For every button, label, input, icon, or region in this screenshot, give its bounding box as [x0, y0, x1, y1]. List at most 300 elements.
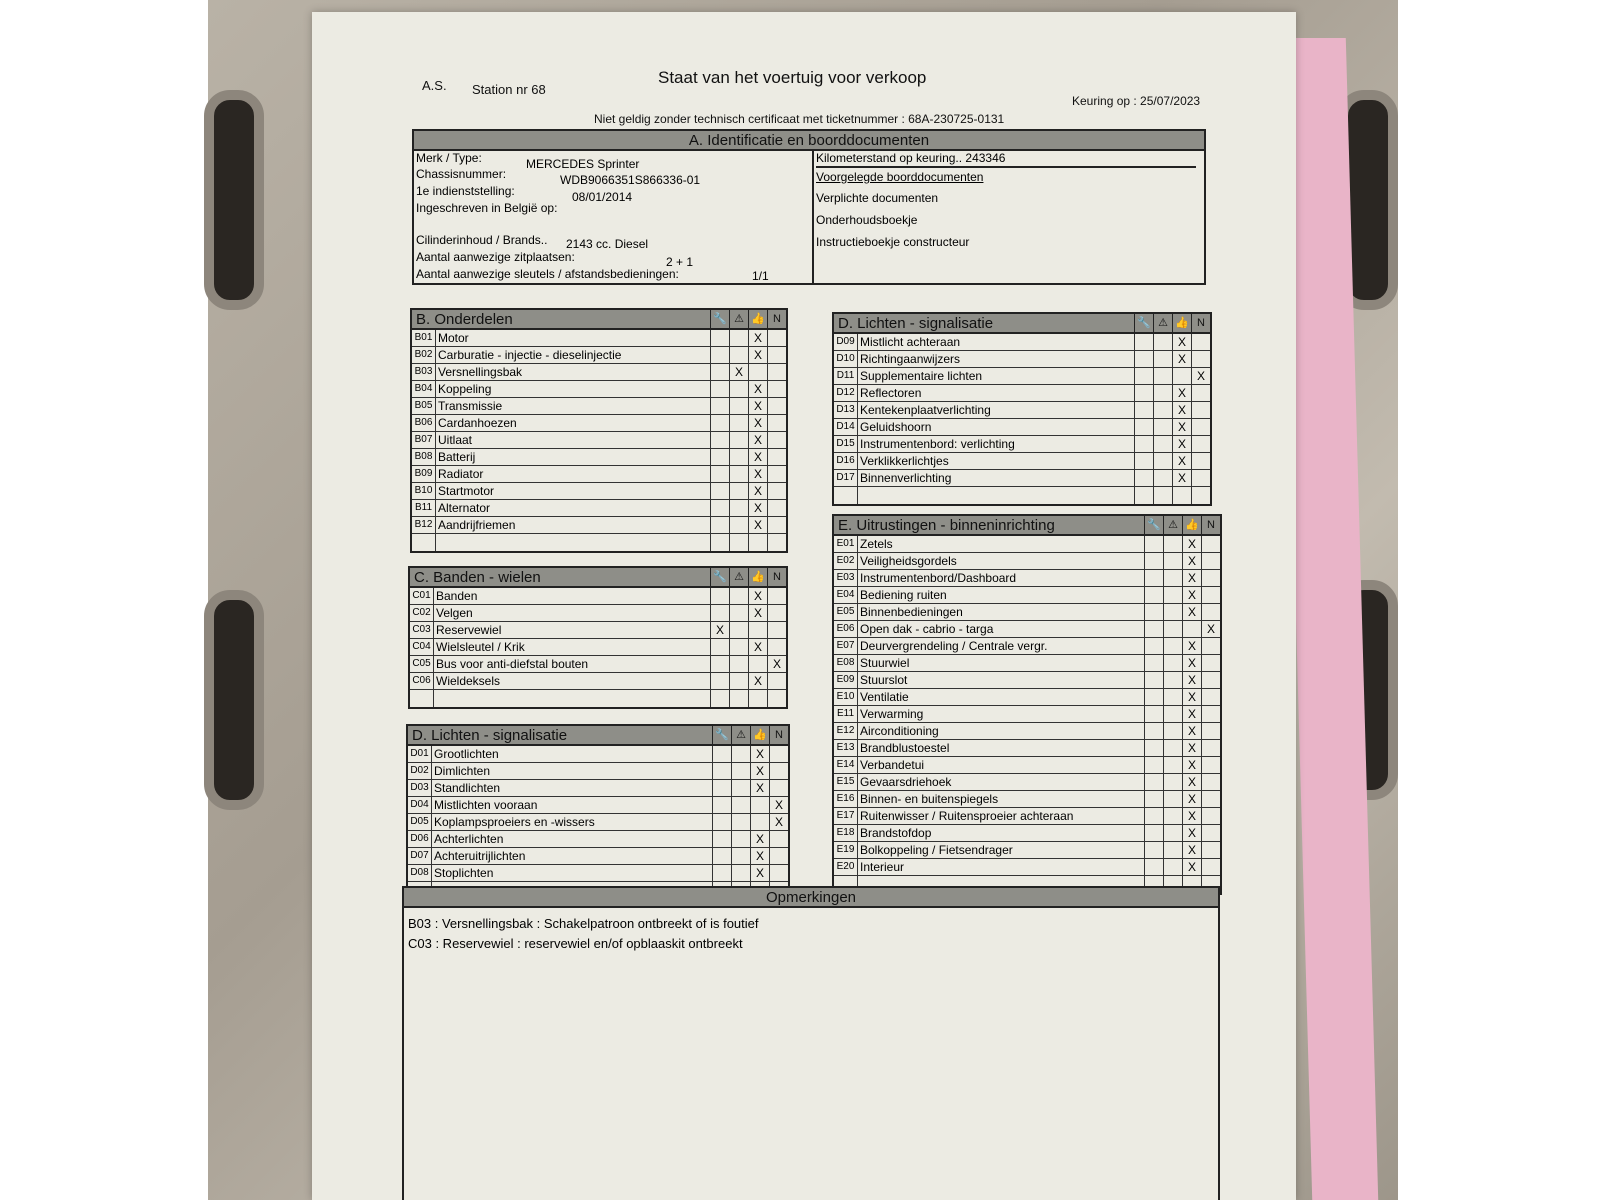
- check-cell: X: [1172, 470, 1191, 486]
- brand-value: MERCEDES Sprinter: [526, 157, 640, 171]
- check-cell: X: [748, 483, 767, 499]
- not-applicable-header: N: [1191, 314, 1210, 332]
- check-cell: [710, 398, 729, 414]
- check-cell: [767, 364, 786, 380]
- seats-value: 2 + 1: [666, 255, 694, 269]
- section-identification: [412, 129, 1206, 285]
- checklist-row: [834, 334, 1210, 351]
- check-cell: X: [748, 639, 767, 655]
- check-cell: [1144, 740, 1163, 756]
- check-cell: [1163, 621, 1182, 637]
- item-code: E06: [834, 621, 858, 637]
- check-cell: [729, 500, 748, 516]
- item-label: Richtingaanwijzers: [860, 352, 961, 366]
- check-cell: X: [748, 415, 767, 431]
- item-code: E01: [834, 536, 858, 552]
- inspection-document: [312, 12, 1296, 1200]
- check-cell: [1182, 621, 1201, 637]
- check-cell: [748, 622, 767, 638]
- section-title: [834, 516, 1220, 536]
- check-cell: X: [748, 588, 767, 604]
- section-title-text: D. Lichten - signalisatie: [838, 315, 994, 332]
- check-cell: X: [748, 432, 767, 448]
- check-cell: [1163, 672, 1182, 688]
- inspection-date: Keuring op : 25/07/2023: [1072, 94, 1201, 108]
- check-cell: [767, 415, 786, 431]
- checklist-row: [412, 381, 786, 398]
- check-cell: [729, 605, 748, 621]
- item-code: D02: [408, 763, 432, 779]
- checklist-row: [408, 797, 788, 814]
- item-code: B10: [412, 483, 436, 499]
- documents-column: [814, 151, 1204, 283]
- check-cell: [1191, 402, 1210, 418]
- check-cell: [1144, 791, 1163, 807]
- item-label: Grootlichten: [434, 747, 499, 761]
- check-cell: [1163, 655, 1182, 671]
- check-cell: [1201, 859, 1220, 875]
- check-cell: [1163, 587, 1182, 603]
- check-cell: [1134, 368, 1153, 384]
- check-cell: X: [748, 449, 767, 465]
- check-cell: [1134, 402, 1153, 418]
- section-title: [412, 310, 786, 330]
- repair-icon: 🔧: [712, 726, 731, 744]
- item-code: B07: [412, 432, 436, 448]
- checklist-row: [834, 859, 1220, 876]
- document-item: Onderhoudsboekje: [816, 213, 918, 227]
- check-cell: [1144, 723, 1163, 739]
- item-label: Open dak - cabrio - targa: [860, 622, 994, 636]
- check-cell: X: [748, 605, 767, 621]
- check-cell: [731, 814, 750, 830]
- document-item: Verplichte documenten: [816, 191, 939, 205]
- item-code: C02: [410, 605, 434, 621]
- check-cell: X: [750, 746, 769, 762]
- checklist-row: [834, 791, 1220, 808]
- check-cell: [767, 673, 786, 689]
- item-label: Stoplichten: [434, 866, 494, 880]
- item-code: E03: [834, 570, 858, 586]
- check-cell: X: [1172, 351, 1191, 367]
- item-code: B05: [412, 398, 436, 414]
- item-code: D01: [408, 746, 432, 762]
- check-cell: [1144, 808, 1163, 824]
- check-cell: [1134, 385, 1153, 401]
- check-cell: [769, 865, 788, 881]
- cylinder-label: Cilinderinhoud / Brands..: [416, 233, 548, 247]
- check-cell: [729, 449, 748, 465]
- checklist-row: [834, 385, 1210, 402]
- registered-label: Ingeschreven in België op:: [416, 201, 558, 215]
- item-code: C01: [410, 588, 434, 604]
- check-cell: [729, 398, 748, 414]
- check-cell: [1144, 825, 1163, 841]
- check-cell: [750, 814, 769, 830]
- check-cell: [1134, 351, 1153, 367]
- check-cell: [729, 517, 748, 533]
- blank-row: [412, 534, 786, 551]
- item-code: E18: [834, 825, 858, 841]
- check-cell: [767, 622, 786, 638]
- check-cell: [1191, 419, 1210, 435]
- check-cell: X: [1172, 385, 1191, 401]
- check-cell: [1191, 453, 1210, 469]
- section-title: [834, 314, 1210, 334]
- check-cell: [1144, 638, 1163, 654]
- item-label: Mistlichten vooraan: [434, 798, 538, 812]
- thumbs-up-icon: 👍: [748, 310, 767, 328]
- item-label: Velgen: [436, 606, 473, 620]
- check-cell: [710, 347, 729, 363]
- check-cell: [1201, 723, 1220, 739]
- item-label: Radiator: [438, 467, 484, 481]
- check-cell: X: [1182, 689, 1201, 705]
- repair-icon: 🔧: [710, 310, 729, 328]
- item-code: D17: [834, 470, 858, 486]
- warning-icon: ⚠: [1163, 516, 1182, 534]
- check-cell: [712, 831, 731, 847]
- check-cell: [1153, 436, 1172, 452]
- checklist-row: [408, 814, 788, 831]
- checklist-row: [834, 638, 1220, 655]
- item-code: E20: [834, 859, 858, 875]
- check-cell: [1153, 368, 1172, 384]
- item-label: Wielsleutel / Krik: [436, 640, 525, 654]
- check-cell: [1201, 553, 1220, 569]
- item-code: D14: [834, 419, 858, 435]
- checklist-row: [834, 604, 1220, 621]
- check-cell: [1201, 672, 1220, 688]
- check-cell: [729, 483, 748, 499]
- checklist-row: [834, 436, 1210, 453]
- validity-note: Niet geldig zonder technisch certificaat met ticketnummer : 68A-230725-0131: [594, 112, 1005, 126]
- item-label: Gevaarsdriehoek: [860, 775, 952, 789]
- check-cell: X: [750, 831, 769, 847]
- check-cell: [710, 364, 729, 380]
- check-cell: X: [1172, 402, 1191, 418]
- checklist-row: [834, 842, 1220, 859]
- check-cell: [769, 780, 788, 796]
- check-cell: X: [1182, 587, 1201, 603]
- checklist-row: [408, 848, 788, 865]
- warning-icon: ⚠: [729, 310, 748, 328]
- checklist-row: [834, 470, 1210, 487]
- item-label: Instrumentenbord/Dashboard: [860, 571, 1017, 585]
- check-cell: X: [750, 780, 769, 796]
- check-cell: [1201, 638, 1220, 654]
- check-cell: [1201, 587, 1220, 603]
- check-cell: X: [769, 797, 788, 813]
- check-cell: [1153, 419, 1172, 435]
- check-cell: X: [750, 865, 769, 881]
- checklist-row: [412, 517, 786, 534]
- header-left: A.S.: [422, 78, 447, 93]
- check-cell: [1191, 385, 1210, 401]
- item-code: E10: [834, 689, 858, 705]
- check-cell: X: [710, 622, 729, 638]
- check-cell: [712, 797, 731, 813]
- check-cell: [1191, 436, 1210, 452]
- check-cell: X: [748, 381, 767, 397]
- checklist-row: [834, 655, 1220, 672]
- check-cell: [1163, 842, 1182, 858]
- item-code: E19: [834, 842, 858, 858]
- item-label: Binnenbedieningen: [860, 605, 963, 619]
- item-label: Motor: [438, 331, 469, 345]
- check-cell: X: [1182, 604, 1201, 620]
- check-cell: [1144, 672, 1163, 688]
- repair-icon: 🔧: [1134, 314, 1153, 332]
- checklist-row: [410, 622, 786, 639]
- checklist-row: [834, 621, 1220, 638]
- item-label: Airconditioning: [860, 724, 939, 738]
- checklist-row: [834, 689, 1220, 706]
- check-cell: [1163, 859, 1182, 875]
- checklist-row: [408, 831, 788, 848]
- check-cell: [1163, 706, 1182, 722]
- checklist-row: [834, 723, 1220, 740]
- check-cell: [1163, 553, 1182, 569]
- background-slot: [204, 590, 264, 810]
- check-cell: X: [1182, 825, 1201, 841]
- thumbs-up-icon: 👍: [1182, 516, 1201, 534]
- first-registration-value: 08/01/2014: [572, 190, 633, 204]
- blank-row: [834, 487, 1210, 504]
- item-label: Ventilatie: [860, 690, 909, 704]
- checklist-row: [834, 706, 1220, 723]
- item-label: Standlichten: [434, 781, 501, 795]
- item-code: B08: [412, 449, 436, 465]
- item-code: E12: [834, 723, 858, 739]
- check-cell: [729, 330, 748, 346]
- checklist-row: [410, 673, 786, 690]
- check-cell: [1163, 536, 1182, 552]
- checklist-row: [412, 500, 786, 517]
- check-cell: [1163, 570, 1182, 586]
- item-label: Cardanhoezen: [438, 416, 517, 430]
- checklist-row: [412, 330, 786, 347]
- check-cell: X: [1201, 621, 1220, 637]
- item-label: Transmissie: [438, 399, 503, 413]
- item-label: Koppeling: [438, 382, 492, 396]
- check-cell: X: [1182, 842, 1201, 858]
- check-cell: [1144, 570, 1163, 586]
- thumbs-up-icon: 👍: [1172, 314, 1191, 332]
- checklist-row: [412, 415, 786, 432]
- checklist-row: [834, 351, 1210, 368]
- not-applicable-header: N: [767, 310, 786, 328]
- check-cell: [1163, 604, 1182, 620]
- first-registration-label: 1e indienststelling:: [416, 184, 515, 198]
- item-label: Binnen- en buitenspiegels: [860, 792, 999, 806]
- item-code: D15: [834, 436, 858, 452]
- check-cell: X: [748, 500, 767, 516]
- check-cell: X: [748, 398, 767, 414]
- item-code: E08: [834, 655, 858, 671]
- checklist-row: [412, 364, 786, 381]
- check-cell: X: [1172, 453, 1191, 469]
- check-cell: [1153, 385, 1172, 401]
- check-cell: [729, 639, 748, 655]
- chassis-value: WDB9066351S866336-01: [560, 173, 701, 187]
- item-code: C05: [410, 656, 434, 672]
- check-cell: [712, 746, 731, 762]
- odometer-reading: Kilometerstand op keuring.. 243346: [816, 151, 1196, 168]
- check-cell: [748, 656, 767, 672]
- item-label: Deurvergrendeling / Centrale vergr.: [860, 639, 1048, 653]
- check-cell: X: [1182, 672, 1201, 688]
- item-code: D09: [834, 334, 858, 350]
- seats-label: Aantal aanwezige zitplaatsen:: [416, 250, 575, 264]
- check-cell: [1201, 570, 1220, 586]
- check-cell: [1201, 808, 1220, 824]
- section-tyres-wheels: [408, 566, 788, 709]
- check-cell: [769, 763, 788, 779]
- check-cell: [1201, 689, 1220, 705]
- check-cell: [1163, 723, 1182, 739]
- checklist-row: [834, 587, 1220, 604]
- item-label: Instrumentenbord: verlichting: [860, 437, 1015, 451]
- item-code: E17: [834, 808, 858, 824]
- item-code: D04: [408, 797, 432, 813]
- check-cell: [1153, 351, 1172, 367]
- check-cell: [729, 415, 748, 431]
- check-cell: [1201, 740, 1220, 756]
- item-code: E07: [834, 638, 858, 654]
- check-cell: [712, 763, 731, 779]
- item-code: B01: [412, 330, 436, 346]
- repair-icon: 🔧: [710, 568, 729, 586]
- check-cell: [712, 814, 731, 830]
- item-label: Bus voor anti-diefstal bouten: [436, 657, 589, 671]
- item-label: Versnellingsbak: [438, 365, 523, 379]
- item-code: E13: [834, 740, 858, 756]
- checklist-row: [834, 453, 1210, 470]
- check-cell: X: [1182, 638, 1201, 654]
- check-cell: [1191, 470, 1210, 486]
- checklist-row: [408, 865, 788, 882]
- remarks-title: Opmerkingen: [404, 888, 1218, 908]
- keys-value: 1/1: [752, 269, 769, 283]
- checklist-row: [408, 780, 788, 797]
- item-code: B12: [412, 517, 436, 533]
- check-cell: X: [1172, 419, 1191, 435]
- section-components: [410, 308, 788, 553]
- item-label: Banden: [436, 589, 478, 603]
- check-cell: [712, 848, 731, 864]
- warning-icon: ⚠: [1153, 314, 1172, 332]
- check-cell: X: [1182, 536, 1201, 552]
- item-label: Veiligheidsgordels: [860, 554, 957, 568]
- check-cell: [767, 432, 786, 448]
- item-code: E04: [834, 587, 858, 603]
- item-label: Stuurslot: [860, 673, 908, 687]
- item-label: Bediening ruiten: [860, 588, 947, 602]
- checklist-row: [408, 763, 788, 780]
- item-label: Koplampsproeiers en -wissers: [434, 815, 595, 829]
- checklist-row: [834, 570, 1220, 587]
- check-cell: [767, 449, 786, 465]
- item-code: D12: [834, 385, 858, 401]
- check-cell: [1163, 791, 1182, 807]
- check-cell: [731, 763, 750, 779]
- item-label: Verwarming: [860, 707, 924, 721]
- check-cell: [1144, 706, 1163, 722]
- warning-icon: ⚠: [729, 568, 748, 586]
- check-cell: X: [748, 673, 767, 689]
- item-code: D08: [408, 865, 432, 881]
- checklist-row: [834, 672, 1220, 689]
- checklist-row: [412, 466, 786, 483]
- check-cell: [712, 865, 731, 881]
- check-cell: [1134, 470, 1153, 486]
- item-label: Uitlaat: [438, 433, 473, 447]
- item-code: D03: [408, 780, 432, 796]
- thumbs-up-icon: 👍: [750, 726, 769, 744]
- documents-title: Voorgelegde boorddocumenten: [816, 170, 984, 184]
- check-cell: X: [1182, 791, 1201, 807]
- remark-line: B03 : Versnellingsbak : Schakelpatroon ontbreekt of is foutief: [408, 916, 759, 931]
- checklist-row: [834, 402, 1210, 419]
- check-cell: [1144, 553, 1163, 569]
- checklist-row: [408, 746, 788, 763]
- check-cell: X: [1172, 334, 1191, 350]
- check-cell: [729, 432, 748, 448]
- item-label: Batterij: [438, 450, 476, 464]
- check-cell: [731, 797, 750, 813]
- checklist-row: [834, 825, 1220, 842]
- check-cell: X: [1182, 655, 1201, 671]
- check-cell: [1163, 757, 1182, 773]
- repair-icon: 🔧: [1144, 516, 1163, 534]
- check-cell: X: [1182, 570, 1201, 586]
- check-cell: [731, 865, 750, 881]
- check-cell: [710, 381, 729, 397]
- check-cell: [710, 517, 729, 533]
- check-cell: X: [748, 347, 767, 363]
- check-cell: [710, 415, 729, 431]
- check-cell: X: [1182, 740, 1201, 756]
- check-cell: [767, 517, 786, 533]
- check-cell: [1153, 334, 1172, 350]
- check-cell: [1134, 453, 1153, 469]
- section-title: A. Identificatie en boorddocumenten: [414, 131, 1204, 151]
- item-label: Achteruitrijlichten: [434, 849, 526, 863]
- item-code: D11: [834, 368, 858, 384]
- check-cell: X: [1172, 436, 1191, 452]
- section-lights-front: [406, 724, 790, 901]
- check-cell: [1163, 740, 1182, 756]
- item-code: E16: [834, 791, 858, 807]
- check-cell: [710, 432, 729, 448]
- item-label: Aandrijfriemen: [438, 518, 516, 532]
- check-cell: [750, 797, 769, 813]
- check-cell: X: [767, 656, 786, 672]
- checklist-row: [834, 740, 1220, 757]
- check-cell: [1201, 706, 1220, 722]
- check-cell: [767, 466, 786, 482]
- item-code: D10: [834, 351, 858, 367]
- not-applicable-header: N: [769, 726, 788, 744]
- item-code: D16: [834, 453, 858, 469]
- check-cell: [769, 831, 788, 847]
- item-label: Carburatie - injectie - dieselinjectie: [438, 348, 622, 362]
- item-code: E15: [834, 774, 858, 790]
- check-cell: [1144, 536, 1163, 552]
- check-cell: X: [748, 517, 767, 533]
- item-label: Brandblustoestel: [860, 741, 950, 755]
